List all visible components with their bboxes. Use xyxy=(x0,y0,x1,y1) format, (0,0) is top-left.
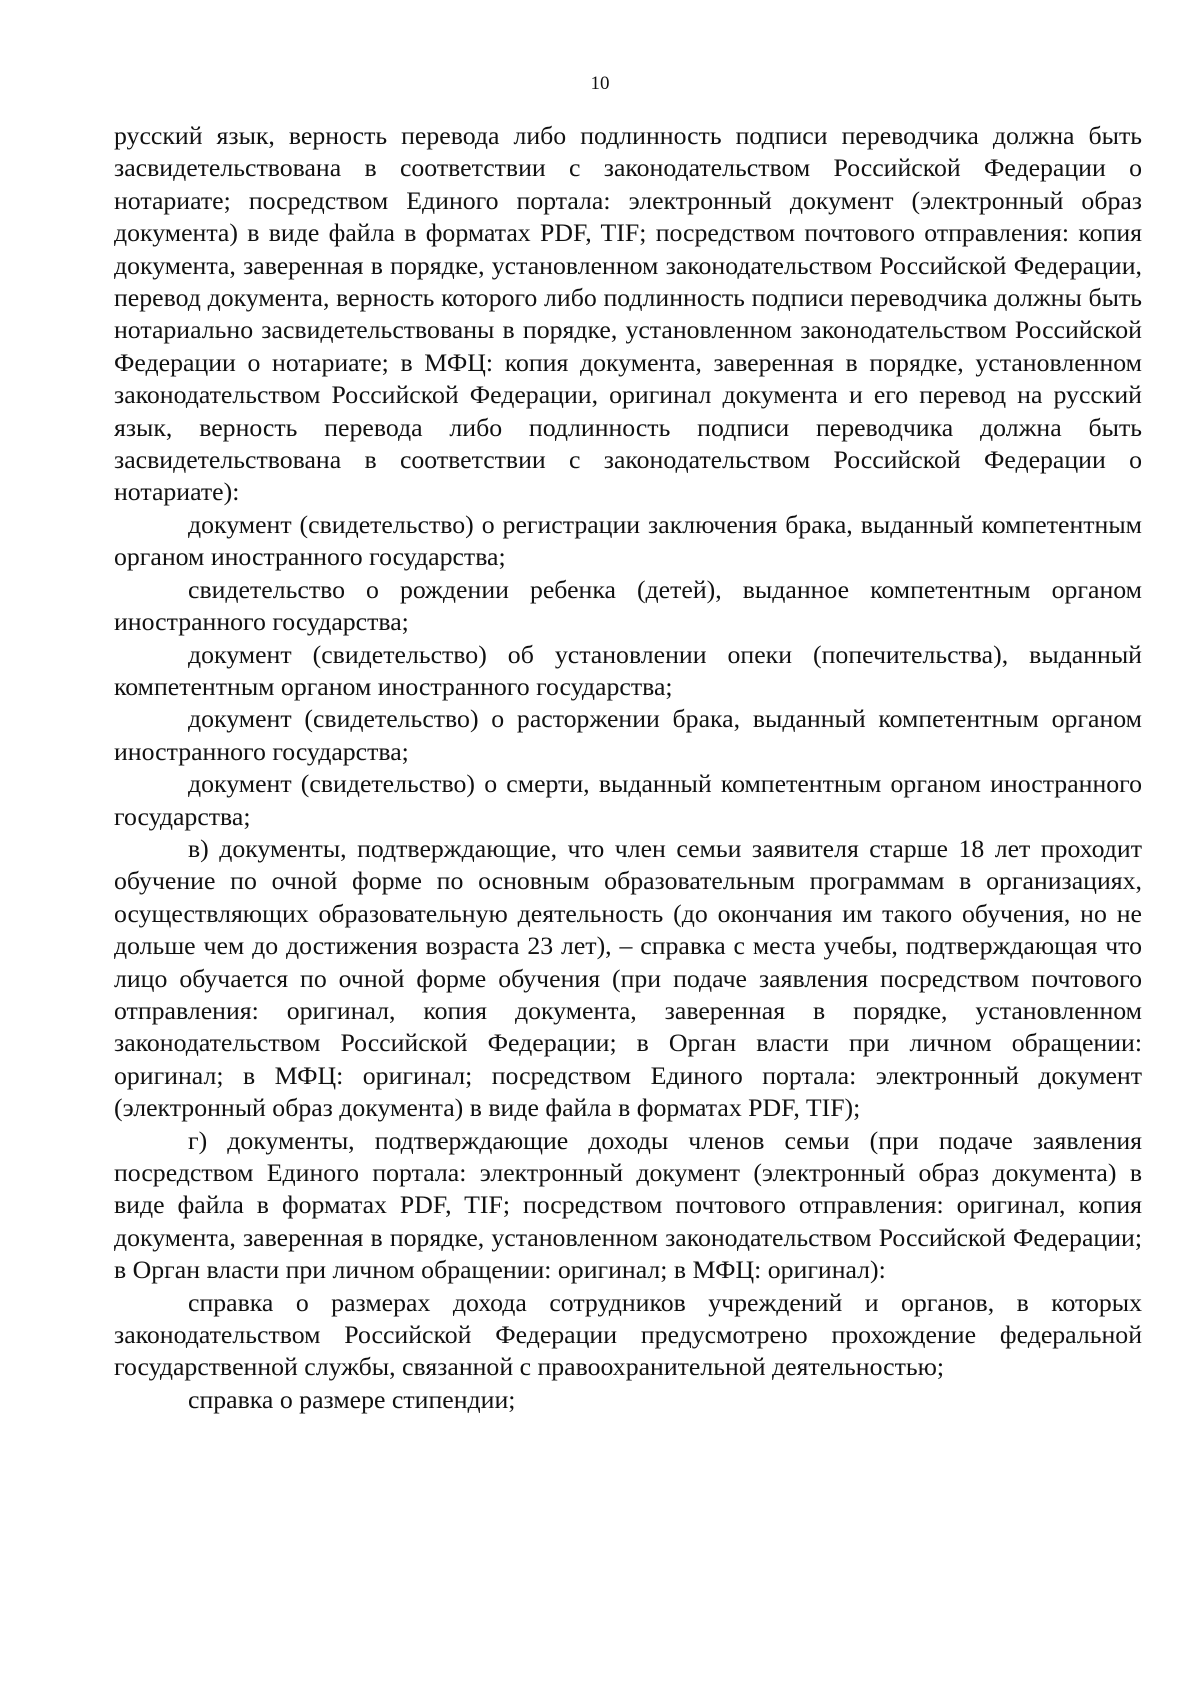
paragraph-guardianship-certificate: документ (свидетельство) об установлении опеки (попечительства), выданный компетентным органом иностранного государства; xyxy=(114,639,1142,701)
page-number: 10 xyxy=(590,73,610,94)
document-body xyxy=(114,120,1142,1416)
paragraph-death-certificate: документ (свидетельство) о смерти, выданный компетентным органом иностранного государства; xyxy=(114,769,1142,831)
paragraph-birth-certificate: свидетельство о рождении ребенка (детей), выданное компетентным органом иностранного государства; xyxy=(114,574,1142,637)
paragraph-divorce-certificate: документ (свидетельство) о расторжении брака, выданный компетентным органом иностранного государства; xyxy=(114,704,1142,766)
paragraph-income-certificate-officers: справка о размерах дохода сотрудников учреждений и органов, в которых законодательством Российской Федерации предусмотрено прохождение федеральной государственной службы, связанной с правоохранительной деятельностью; xyxy=(114,1287,1142,1382)
paragraph-item-v-education: в) документы, подтверждающие, что член семьи заявителя старше 18 лет проходит обучение по очной форме по основным образовательным программам в организациях, осуществляющих образовательную деятельность (до окончания им такого обучения, но не дольше чем до достижения возраста 23 лет), – справка с места учебы, подтверждающая что лицо обучается по очной форме обучения (при подаче заявления посредством почтового отправления: оригинал, копия документа, заверенная в порядке, установленном законодательством Российской Федерации; в Орган власти при личном обращении: оригинал; в МФЦ: оригинал; посредством Единого портала: электронный документ (электронный образ документа) в виде файла в форматах PDF, TIF); xyxy=(114,833,1142,1123)
paragraph-item-g-income: г) документы, подтверждающие доходы членов семьи (при подаче заявления посредством Единого портала: электронный документ (электронный образ документа) в виде файла в форматах PDF, TIF; посредством почтового отправления: оригинал, копия документа, заверенная в порядке, установленном законодательством Российской Федерации; в Орган власти при личном обращении: оригинал; в МФЦ: оригинал): xyxy=(114,1125,1142,1285)
paragraph-stipend-certificate: справка о размере стипендии; xyxy=(188,1384,516,1414)
paragraph-marriage-certificate: документ (свидетельство) о регистрации заключения брака, выданный компетентным органом иностранного государства; xyxy=(114,509,1142,572)
paragraph-intro-continuation: русский язык, верность перевода либо подлинность подписи переводчика должна быть засвидетельствована в соответствии с законодательством Российской Федерации о нотариате; посредством Единого портала: электронный документ (электронный образ документа) в виде файла в форматах PDF, TIF; посредством почтового отправления: копия документа, заверенная в порядке, установленном законодательством Российской Федерации, перевод документа, верность которого либо подлинность подписи переводчика должны быть нотариально засвидетельствованы в порядке, установленном законодательством Российской Федерации о нотариате; в МФЦ: копия документа, заверенная в порядке, установленном законодательством Российской Федерации, оригинал документа и его перевод на русский язык, верность перевода либо подлинность подписи переводчика должна быть засвидетельствована в соответствии с законодательством Российской Федерации о нотариате): xyxy=(114,121,1142,507)
